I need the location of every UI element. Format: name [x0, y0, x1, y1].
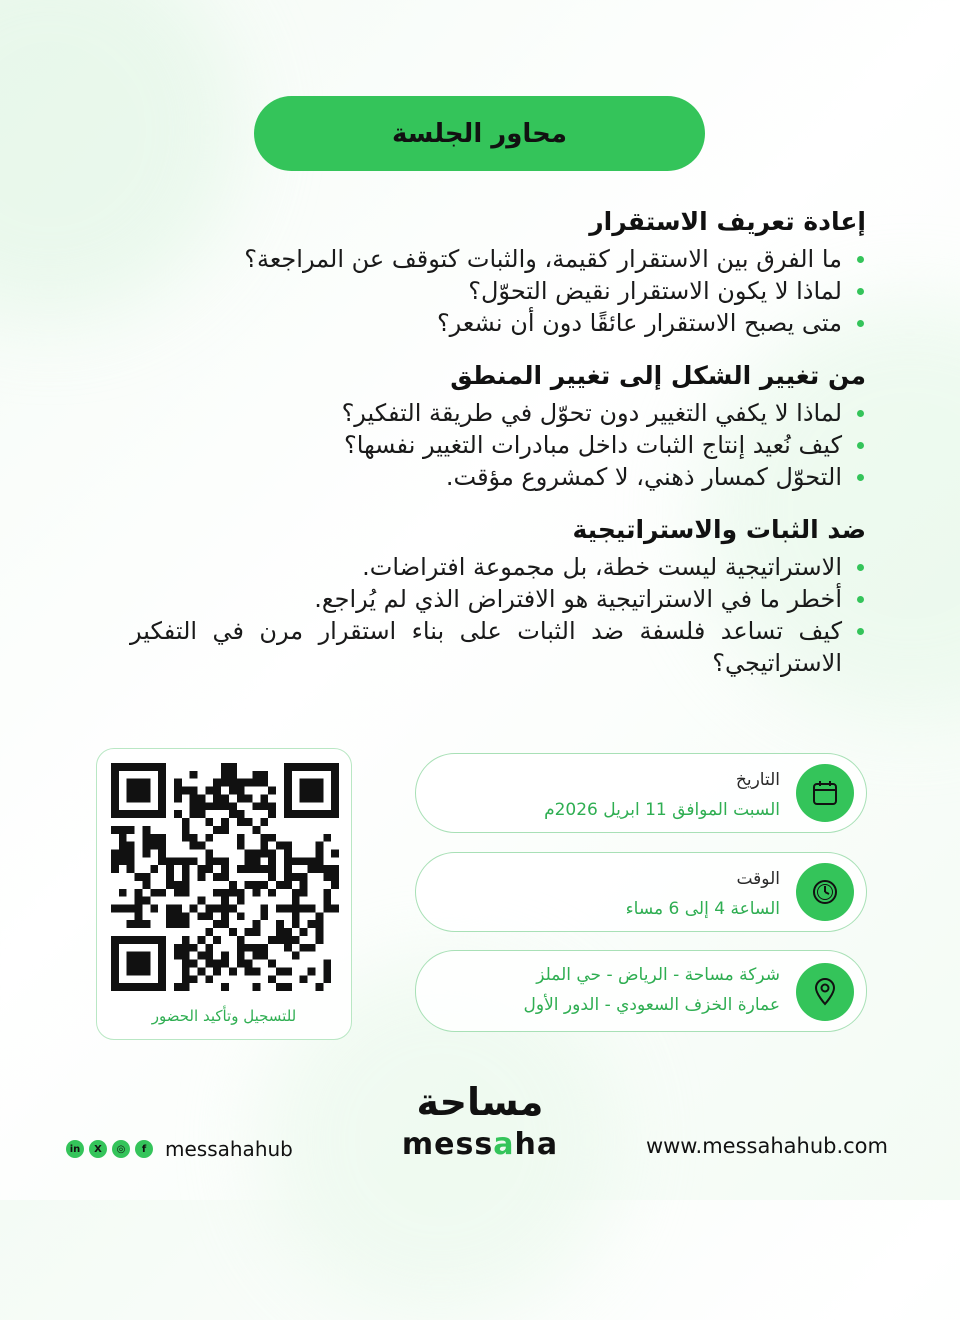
- section-1: [130, 205, 866, 339]
- social-links: [66, 1137, 293, 1161]
- list-item: أخطر ما في الاستراتيجية هو الافتراض الذي لم يُراجع.: [130, 583, 866, 615]
- location-card: [415, 950, 867, 1032]
- website-link[interactable]: www.messahahub.com: [645, 1134, 888, 1158]
- logo-text: ha: [514, 1127, 559, 1162]
- date-label: التاريخ: [735, 770, 780, 790]
- qr-card: [96, 748, 352, 1040]
- list-item: ما الفرق بين الاستقرار كقيمة، والثبات كتوقف عن المراجعة؟: [130, 243, 866, 275]
- list-item: متى يصبح الاستقرار عائقًا دون أن نشعر؟: [130, 307, 866, 339]
- location-line-2: عمارة الخزف السعودي - الدور الأول: [523, 995, 780, 1015]
- qr-caption: للتسجيل وتأكيد الحضور: [151, 1007, 297, 1025]
- date-value: السبت الموافق 11 ابريل 2026م: [544, 800, 780, 820]
- section-heading: إعادة تعريف الاستقرار: [589, 207, 866, 236]
- session-topics-title: محاور الجلسة: [254, 96, 705, 171]
- list-item: كيف تساعد فلسفة ضد الثبات على بناء استقرار مرن في التفكير الاستراتيجي؟: [130, 615, 866, 679]
- date-card: [415, 753, 867, 833]
- clock-icon: [796, 863, 854, 921]
- linkedin-icon[interactable]: in: [66, 1140, 84, 1158]
- list-item: كيف نُعيد إنتاج الثبات داخل مبادرات التغيير نفسها؟: [130, 429, 866, 461]
- time-label: الوقت: [736, 869, 780, 889]
- topics-list: [130, 205, 866, 699]
- x-icon[interactable]: X: [89, 1140, 107, 1158]
- facebook-icon[interactable]: f: [135, 1140, 153, 1158]
- logo-text: mess: [401, 1127, 494, 1162]
- list-item: لماذا لا يكون الاستقرار نقيض التحوّل؟: [130, 275, 866, 307]
- section-3: [130, 513, 866, 679]
- qr-code-icon[interactable]: [111, 763, 339, 991]
- instagram-icon[interactable]: ◎: [112, 1140, 130, 1158]
- logo-arabic: مساحة: [416, 1080, 544, 1124]
- time-card: [415, 852, 867, 932]
- logo-accent: a: [493, 1127, 515, 1162]
- logo-english: [400, 1128, 560, 1162]
- social-handle[interactable]: messahahub: [165, 1137, 293, 1161]
- section-heading: من تغيير الشكل إلى تغيير المنطق: [450, 361, 866, 390]
- location-line-1: شركة مساحة - الرياض - حي الملز: [536, 965, 780, 985]
- list-item: لماذا لا يكفي التغيير دون تحوّل في طريقة التفكير؟: [130, 397, 866, 429]
- section-heading: ضد الثبات والاستراتيجية: [572, 515, 866, 544]
- time-value: الساعة 4 إلى 6 مساء: [625, 899, 780, 919]
- location-pin-icon: [796, 963, 854, 1021]
- list-item: الاستراتيجية ليست خطة، بل مجموعة افتراضات.: [130, 551, 866, 583]
- list-item: التحوّل كمسار ذهني، لا كمشروع مؤقت.: [130, 461, 866, 493]
- section-2: [130, 359, 866, 493]
- calendar-icon: [796, 764, 854, 822]
